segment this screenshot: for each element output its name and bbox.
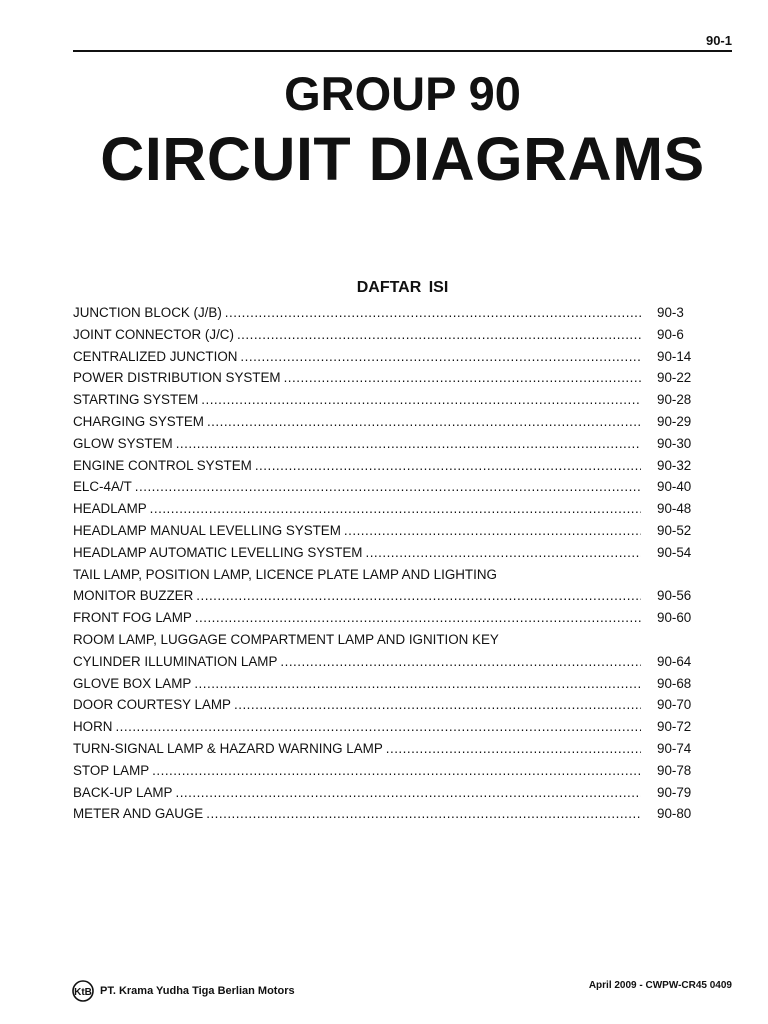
- toc-entry: [73, 411, 723, 433]
- toc-entry-title: HEADLAMP MANUAL LEVELLING SYSTEM: [73, 522, 341, 538]
- footer-logo: [72, 980, 295, 1002]
- toc-entry: [73, 694, 723, 716]
- toc-dot-leader: [152, 760, 641, 782]
- toc-dot-leader: [365, 542, 641, 564]
- toc-entry-title: JOINT CONNECTOR (J/C): [73, 326, 234, 342]
- toc-entry-title: CENTRALIZED JUNCTION: [73, 348, 238, 364]
- toc-entry-title: GLOVE BOX LAMP: [73, 675, 192, 691]
- toc-dot-leader: [201, 389, 641, 411]
- toc-entry-page: 90-60: [657, 610, 692, 626]
- toc-dot-leader: [135, 476, 641, 498]
- toc-entry-page: 90-80: [657, 806, 692, 822]
- toc-entry: [73, 651, 723, 673]
- table-of-contents: [73, 302, 723, 825]
- toc-entry: [73, 803, 723, 825]
- toc-entry-page: 90-32: [657, 457, 692, 473]
- toc-entry-page: 90-68: [657, 675, 692, 691]
- toc-entry-title: STOP LAMP: [73, 762, 150, 778]
- company-name: PT. Krama Yudha Tiga Berlian Motors: [100, 985, 295, 997]
- toc-entry-page: 90-29: [657, 413, 692, 429]
- toc-entry-page: 90-54: [657, 544, 692, 560]
- toc-entry: [73, 389, 723, 411]
- toc-entry-title: BACK-UP LAMP: [73, 784, 173, 800]
- toc-entry-page: 90-70: [657, 697, 692, 713]
- toc-dot-leader: [284, 367, 641, 389]
- toc-dot-leader: [196, 585, 641, 607]
- toc-entry: [73, 520, 723, 542]
- toc-entry-title: ENGINE CONTROL SYSTEM: [73, 457, 252, 473]
- toc-entry: [73, 673, 723, 695]
- group-title: GROUP 90: [284, 67, 521, 120]
- toc-entry-title: ROOM LAMP, LUGGAGE COMPARTMENT LAMP AND IGNITION KEY: [73, 631, 499, 647]
- toc-entry: [73, 782, 723, 804]
- toc-entry-title: MONITOR BUZZER: [73, 588, 194, 604]
- toc-entry-title: ELC-4A/T: [73, 479, 132, 495]
- toc-entry-page: 90-48: [657, 501, 692, 517]
- toc-entry-page: 90-52: [657, 522, 692, 538]
- toc-entry-page: 90-30: [657, 435, 692, 451]
- toc-entry-page: 90-14: [657, 348, 692, 364]
- toc-entry-title: TAIL LAMP, POSITION LAMP, LICENCE PLATE LAMP AND LIGHTING: [73, 566, 497, 582]
- toc-entry: [73, 346, 723, 368]
- toc-entry: [73, 564, 723, 586]
- toc-dot-leader: [195, 607, 641, 629]
- toc-entry-title: METER AND GAUGE: [73, 806, 204, 822]
- page-number: 90-1: [705, 33, 732, 48]
- toc-entry-title: CYLINDER ILLUMINATION LAMP: [73, 653, 278, 669]
- ktb-logo-icon: [72, 980, 94, 1002]
- toc-dot-leader: [150, 498, 641, 520]
- toc-entry-title: HEADLAMP: [73, 501, 147, 517]
- toc-entry-title: CHARGING SYSTEM: [73, 413, 204, 429]
- toc-dot-leader: [240, 346, 641, 368]
- toc-dot-leader: [194, 673, 641, 695]
- toc-entry-title: TURN-SIGNAL LAMP & HAZARD WARNING LAMP: [73, 740, 383, 756]
- toc-entry-page: 90-28: [657, 392, 692, 408]
- toc-entry-page: 90-40: [657, 479, 692, 495]
- toc-dot-leader: [225, 302, 641, 324]
- toc-entry: [73, 498, 723, 520]
- toc-entry-page: 90-72: [657, 719, 692, 735]
- toc-entry: [73, 324, 723, 346]
- toc-entry: [73, 433, 723, 455]
- toc-dot-leader: [237, 324, 641, 346]
- toc-entry-page: 90-64: [657, 653, 692, 669]
- toc-dot-leader: [255, 455, 641, 477]
- toc-entry: [73, 367, 723, 389]
- page-title: CIRCUIT DIAGRAMS: [100, 125, 705, 193]
- toc-entry-title: GLOW SYSTEM: [73, 435, 173, 451]
- toc-entry: [73, 716, 723, 738]
- toc-entry-title: STARTING SYSTEM: [73, 392, 199, 408]
- toc-entry-title: HORN: [73, 719, 113, 735]
- toc-entry-page: 90-22: [657, 370, 692, 386]
- toc-dot-leader: [280, 651, 641, 673]
- toc-heading: DAFTAR ISI: [356, 279, 449, 296]
- toc-entry: [73, 476, 723, 498]
- toc-entry: [73, 607, 723, 629]
- toc-entry-title: DOOR COURTESY LAMP: [73, 697, 231, 713]
- toc-dot-leader: [386, 738, 641, 760]
- toc-entry-title: POWER DISTRIBUTION SYSTEM: [73, 370, 281, 386]
- toc-entry-page: 90-79: [657, 784, 692, 800]
- toc-entry: [73, 760, 723, 782]
- toc-entry-page: 90-56: [657, 588, 692, 604]
- document-code: April 2009 - CWPW-CR45 0409: [588, 980, 732, 991]
- toc-entry-title: FRONT FOG LAMP: [73, 610, 192, 626]
- toc-entry-page: 90-74: [657, 740, 692, 756]
- toc-entry-title: HEADLAMP AUTOMATIC LEVELLING SYSTEM: [73, 544, 363, 560]
- toc-entry: [73, 302, 723, 324]
- toc-dot-leader: [206, 803, 641, 825]
- toc-dot-leader: [175, 782, 641, 804]
- toc-dot-leader: [115, 716, 641, 738]
- toc-entry: [73, 629, 723, 651]
- toc-entry-page: 90-6: [657, 326, 684, 342]
- toc-dot-leader: [207, 411, 641, 433]
- toc-entry: [73, 738, 723, 760]
- logo-text: KtB: [74, 987, 92, 998]
- header-rule: [73, 50, 732, 52]
- toc-dot-leader: [176, 433, 641, 455]
- toc-entry-title: JUNCTION BLOCK (J/B): [73, 305, 222, 320]
- toc-entry-page: 90-78: [657, 762, 692, 778]
- toc-entry: [73, 585, 723, 607]
- toc-dot-leader: [344, 520, 641, 542]
- toc-entry: [73, 455, 723, 477]
- toc-dot-leader: [234, 694, 641, 716]
- toc-entry: [73, 542, 723, 564]
- toc-entry-page: 90-3: [657, 305, 684, 320]
